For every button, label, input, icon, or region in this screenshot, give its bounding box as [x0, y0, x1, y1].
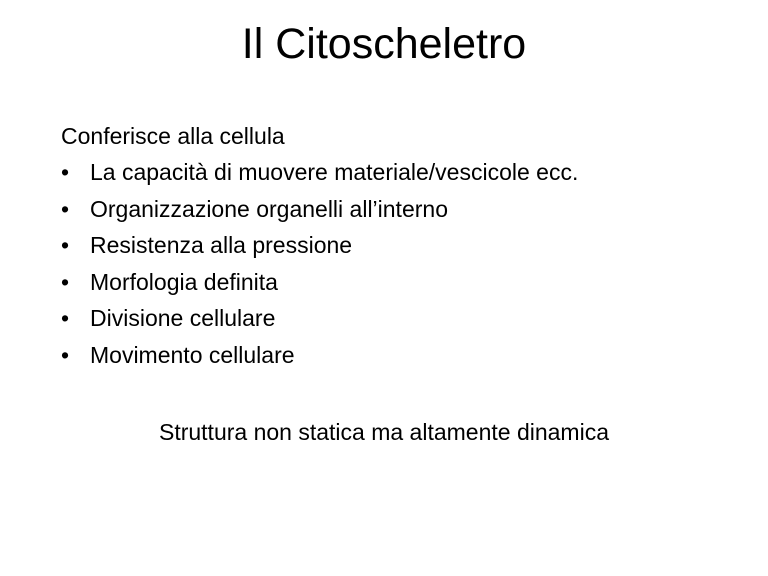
bullet-icon: •	[61, 305, 70, 331]
bullet-item	[61, 341, 578, 378]
bullet-text: La capacità di muovere materiale/vescicole ecc.	[90, 159, 579, 185]
bullet-item	[61, 158, 578, 195]
bullet-item	[61, 268, 578, 305]
bullet-icon: •	[61, 268, 70, 295]
bullet-icon: •	[61, 232, 70, 258]
bullet-text: Organizzazione organelli all’interno	[90, 195, 448, 222]
bullet-item	[61, 231, 578, 268]
bullet-text: Resistenza alla pressione	[90, 232, 353, 258]
bullet-item	[61, 195, 578, 232]
bullet-item	[61, 304, 578, 341]
slide-title: Il Citoscheletro	[241, 20, 527, 68]
bullet-icon: •	[61, 195, 70, 222]
bullet-text: Movimento cellulare	[90, 341, 295, 368]
bullet-text: Morfologia definita	[90, 268, 278, 295]
intro-text: Conferisce alla cellula	[61, 123, 285, 149]
bullet-list	[61, 158, 578, 377]
bullet-icon: •	[61, 341, 70, 368]
footer-note: Struttura non statica ma altamente dinamica	[158, 419, 609, 445]
bullet-icon: •	[61, 159, 70, 185]
bullet-text: Divisione cellulare	[90, 305, 276, 331]
